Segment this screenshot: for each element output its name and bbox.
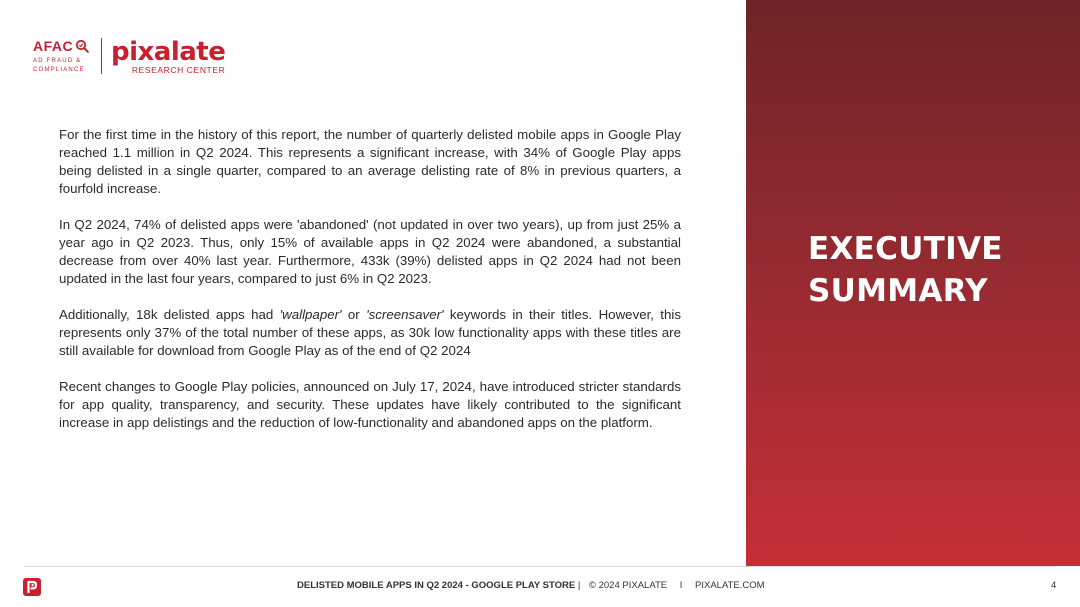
paragraph-1: For the first time in the history of this report, the number of quarterly delisted mobile apps in Google Play reached 1.1 million in Q2 2024. This represents a significant increase, with 34% of Google Play apps being delisted in a single quarter, compared to an average delisting rate of 8% in previous quarters, a fourfold increase. — [59, 127, 681, 196]
section-title-line-2: SUMMARY — [808, 273, 988, 309]
footer-website-link[interactable]: PIXALATE.COM — [695, 580, 765, 591]
research-center-label: RESEARCH CENTER — [131, 65, 226, 75]
footer-divider — [24, 566, 1056, 567]
magnifier-icon — [75, 39, 89, 53]
paragraph-4: Recent changes to Google Play policies, announced on July 17, 2024, have introduced stricter standards for app quality, transparency, and security. These updates have likely contributed to the significant increase in app delistings and the reduction of low-functionality and abandoned apps on the platform. — [59, 379, 681, 430]
afac-subtitle-2: COMPLIANCE — [33, 67, 85, 73]
footer-text — [297, 580, 765, 592]
title-panel — [746, 0, 1080, 566]
paragraph-2: In Q2 2024, 74% of delisted apps were 'abandoned' (not updated in over two years), up from just 25% a year ago in Q2 2023. Thus, only 15% of available apps in Q2 2024 were abandoned, a substantial decrease from over 40% last year. Furthermore, 433k (39%) delisted apps in Q2 2024 had not been updated in the last four years, compared to just 6% in Q2 2023. — [59, 217, 681, 286]
paragraph-3: Additionally, 18k delisted apps had 'wallpaper' or 'screensaver' keywords in their titles. However, this represents only 37% of the total number of these apps, as 30k low functionality apps with these titles are still available for download from Google Play as of the end of Q2 2024 — [59, 307, 682, 358]
footer-separator: I — [679, 580, 683, 591]
pixalate-wordmark: pixalate — [111, 37, 226, 67]
section-title-line-1: EXECUTIVE — [808, 231, 1003, 267]
pixalate-p-icon — [23, 578, 41, 596]
summary-body — [59, 126, 681, 450]
afac-wordmark: AFAC — [33, 38, 74, 54]
pixalate-logo — [111, 38, 225, 75]
section-title — [808, 228, 1003, 312]
page-number: 4 — [1051, 580, 1057, 591]
keyword-wallpaper: 'wallpaper' — [279, 307, 342, 322]
footer-separator: | — [577, 580, 581, 591]
logo-divider — [101, 38, 102, 74]
footer-report-title: DELISTED MOBILE APPS IN Q2 2024 - GOOGLE PLAY STORE — [297, 580, 576, 591]
afac-logo — [33, 38, 93, 75]
keyword-screensaver: 'screensaver' — [366, 307, 444, 322]
footer-copyright: © 2024 PIXALATE — [588, 580, 668, 591]
afac-subtitle-1: AD FRAUD & — [33, 58, 82, 64]
header-logos — [33, 38, 225, 78]
